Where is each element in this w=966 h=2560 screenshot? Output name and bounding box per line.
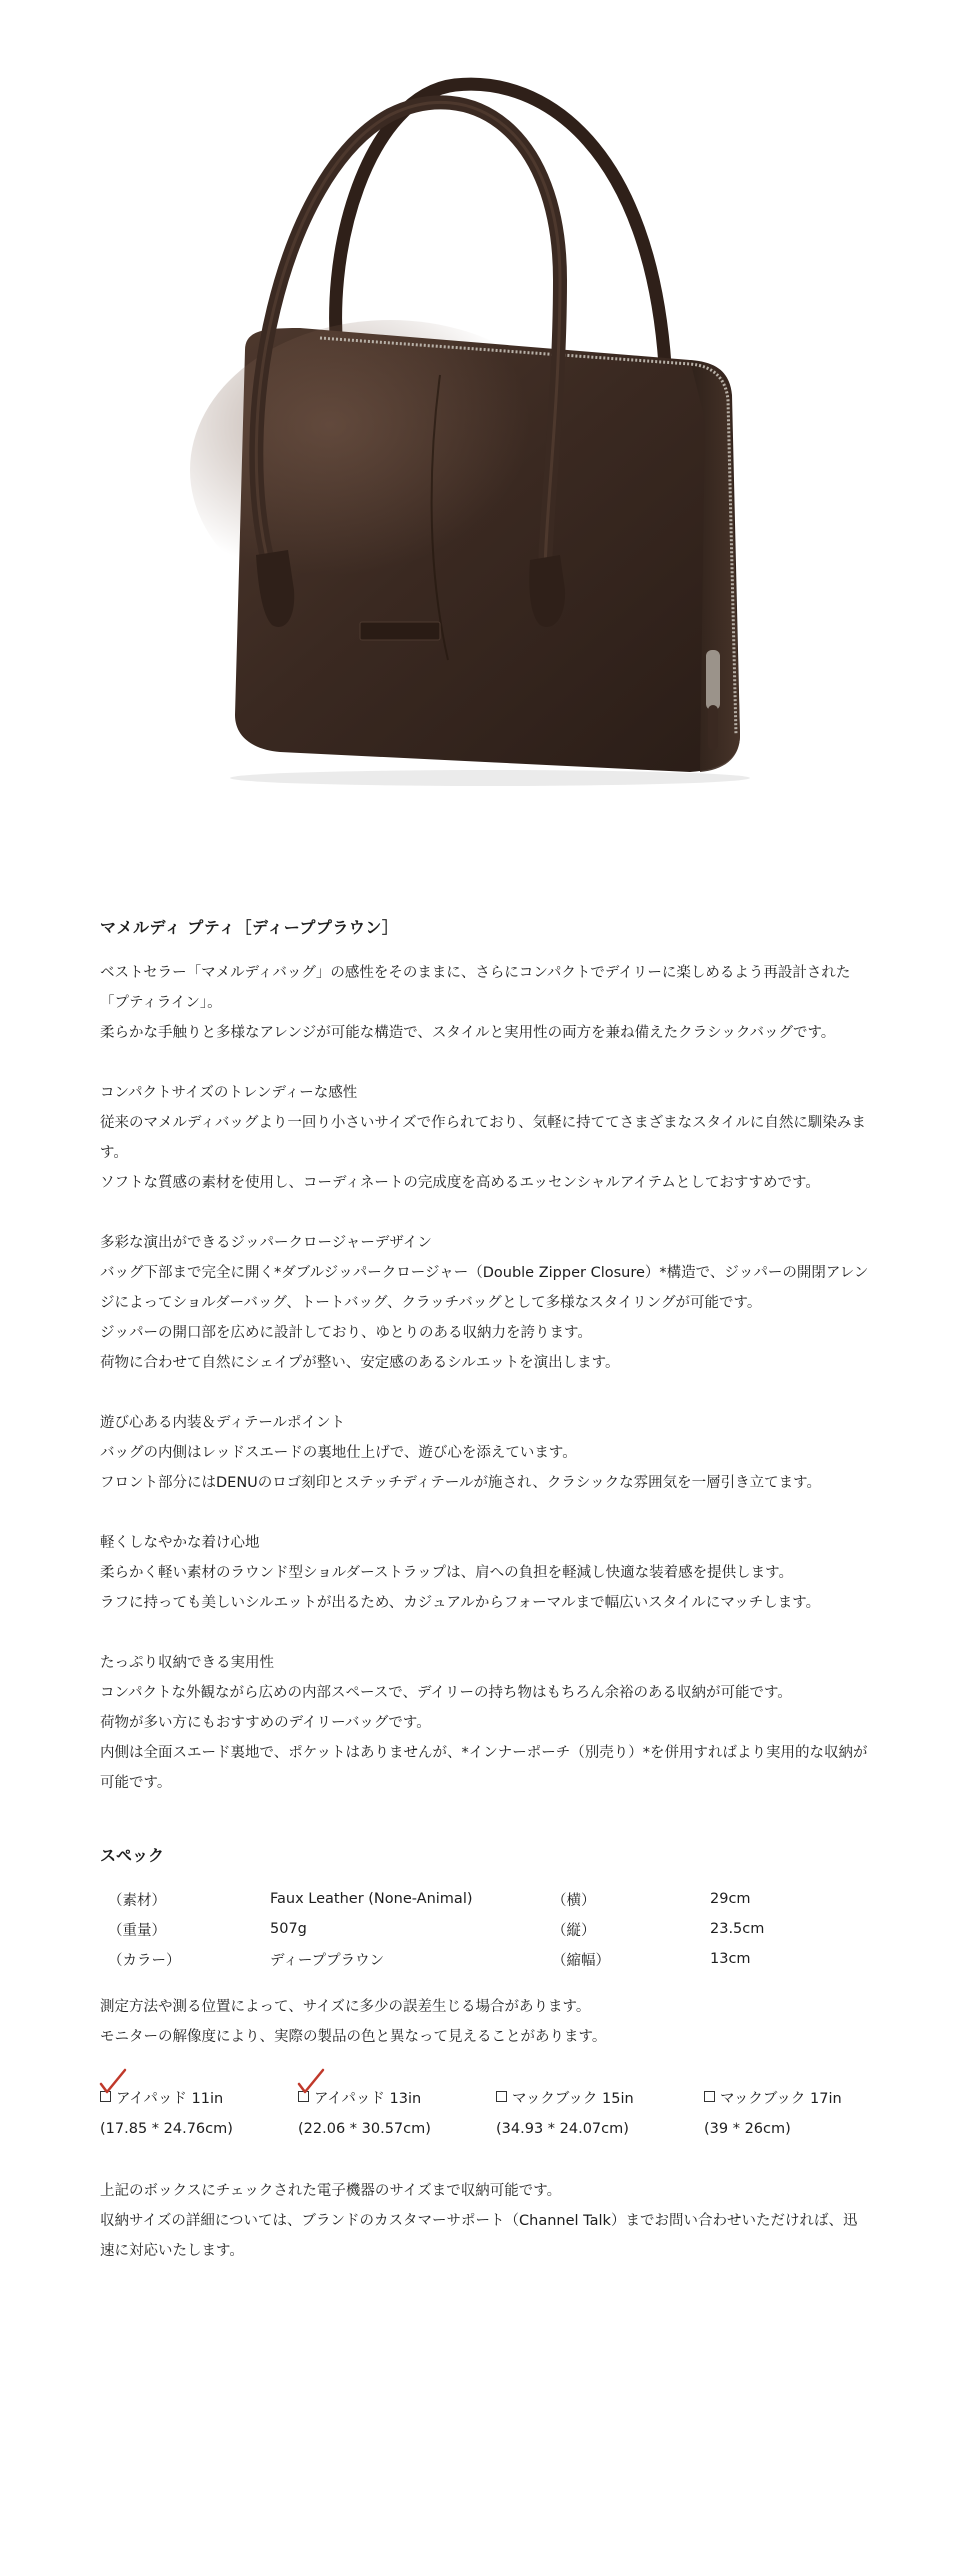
section-heading: 軽くしなやかな着け心地 [100,1535,260,1551]
checkbox-icon [704,2091,715,2102]
red-check-icon [296,2068,326,2098]
spec-row [100,1884,850,1914]
device-name: アイパッド 13in [314,2091,422,2107]
device-ipad-13 [298,2084,431,2144]
description-intro [100,958,870,1048]
section-heading: 遊び心ある内装＆ディテールポイント [100,1415,346,1431]
device-size: (22.06 * 30.57cm) [298,2121,431,2137]
section-heading: たっぷり収納できる実用性 [100,1655,274,1671]
zipper-pull [706,650,720,710]
spec-title: スペック [100,1846,165,1865]
device-size: (34.93 * 24.07cm) [496,2121,629,2137]
description-section-zipper [100,1228,870,1378]
spec-value: Faux Leather (None-Animal) [270,1891,473,1907]
spec-label: （縦） [552,1922,596,1939]
description-line: ラフに持っても美しいシルエットが出るため、カジュアルからフォーマルまで幅広いスタイルにマッチします。 [100,1595,821,1611]
spec-label: （重量） [108,1922,166,1939]
device-size: (39 * 26cm) [704,2121,791,2137]
spec-label: （カラー） [108,1952,181,1969]
description-line: 柔らかな手触りと多様なアレンジが可能な構造で、スタイルと実用性の両方を兼ね備えたクラシックバッグです。 [100,1025,836,1041]
description-section-storage [100,1648,870,1798]
description-section-strap [100,1528,870,1618]
product-details [100,915,870,2266]
description-line: 従来のマメルディバッグより一回り小さいサイズで作られており、気軽に持ててさまざまなスタイルに自然に馴染みます。 [100,1115,866,1161]
description-line: バッグの内側はレッドスエードの裏地仕上げで、遊び心を添えています。 [100,1445,577,1461]
spec-value: 13cm [710,1951,751,1967]
description-line: コンパクトな外観ながら広めの内部スペースで、デイリーの持ち物はもちろん余裕のある収納が可能です。 [100,1685,792,1701]
spec-table [100,1884,850,1974]
section-heading: 多彩な演出ができるジッパークロージャーデザイン [100,1235,432,1251]
red-check-icon [98,2068,128,2098]
description-line: 荷物が多い方にもおすすめのデイリーバッグです。 [100,1715,431,1731]
device-size: (17.85 * 24.76cm) [100,2121,233,2137]
spec-value: 23.5cm [710,1921,765,1937]
spec-note: 測定方法や測る位置によって、サイズに多少の誤差生じる場合があります。 [100,1999,591,2015]
product-photo [0,0,966,860]
device-macbook-17 [704,2084,842,2144]
description-line: ベストセラー「マメルディバッグ」の感性をそのままに、さらにコンパクトでデイリーに楽しめるよう再設計された「プティライン」。 [100,965,851,1011]
storage-note [100,2176,870,2266]
spec-label: （縮幅） [552,1952,610,1969]
product-title: マメルディ プティ［ディーププラウン］ [100,918,399,937]
device-name: マックブック 15in [512,2091,634,2107]
logo-plate [360,622,440,640]
description-line: フロント部分にはDENUのロゴ刻印とステッチディテールが施され、クラシックな雰囲気を一層引き立てます。 [100,1475,821,1491]
description-section-interior [100,1408,870,1498]
storage-note-line: 上記のボックスにチェックされた電子機器のサイズまで収納可能です。 [100,2183,562,2199]
section-heading: コンパクトサイズのトレンディーな感性 [100,1085,358,1101]
device-name: マックブック 17in [720,2091,842,2107]
spec-label: （素材） [108,1892,166,1909]
description-line: バッグ下部まで完全に開く*ダブルジッパークロージャー（Double Zipper Closure）*構造で、ジッパーの開閉アレンジによってショルダーバッグ、トートバッグ、クラッチバッグとして多様なスタイリングが可能です。 [100,1265,869,1311]
spec-notes [100,1992,870,2052]
storage-note-line: 収納サイズの詳細については、ブランドのカスタマーサポート（Channel Talk）までお問い合わせいただければ、迅速に対応いたします。 [100,2213,858,2259]
spec-value: 29cm [710,1891,751,1907]
description-line: 内側は全面スエード裏地で、ポケットはありませんが、*インナーポーチ（別売り）*を併用すればより実用的な収納が可能です。 [100,1745,868,1791]
spec-row [100,1944,850,1974]
spec-value: ディーププラウン [270,1952,385,1969]
spec-note: モニターの解像度により、実際の製品の色と異なって見えることがあります。 [100,2029,607,2045]
device-ipad-11 [100,2084,233,2144]
spec-row [100,1914,850,1944]
description-line: 荷物に合わせて自然にシェイプが整い、安定感のあるシルエットを演出します。 [100,1355,620,1371]
device-compatibility [100,2084,870,2154]
description-line: ソフトな質感の素材を使用し、コーディネートの完成度を高めるエッセンシャルアイテムとしておすすめです。 [100,1175,820,1191]
description-line: 柔らかく軽い素材のラウンド型ショルダーストラップは、肩への負担を軽減し快適な装着感を提供します。 [100,1565,793,1581]
device-macbook-15 [496,2084,634,2144]
device-name: アイパッド 11in [116,2091,224,2107]
spec-label: （横） [552,1892,596,1909]
description-line: ジッパーの開口部を広めに設計しており、ゆとりのある収納力を誇ります。 [100,1325,592,1341]
description-section-compact [100,1078,870,1198]
spec-value: 507g [270,1921,307,1937]
checkbox-icon [496,2091,507,2102]
description [100,958,870,1798]
